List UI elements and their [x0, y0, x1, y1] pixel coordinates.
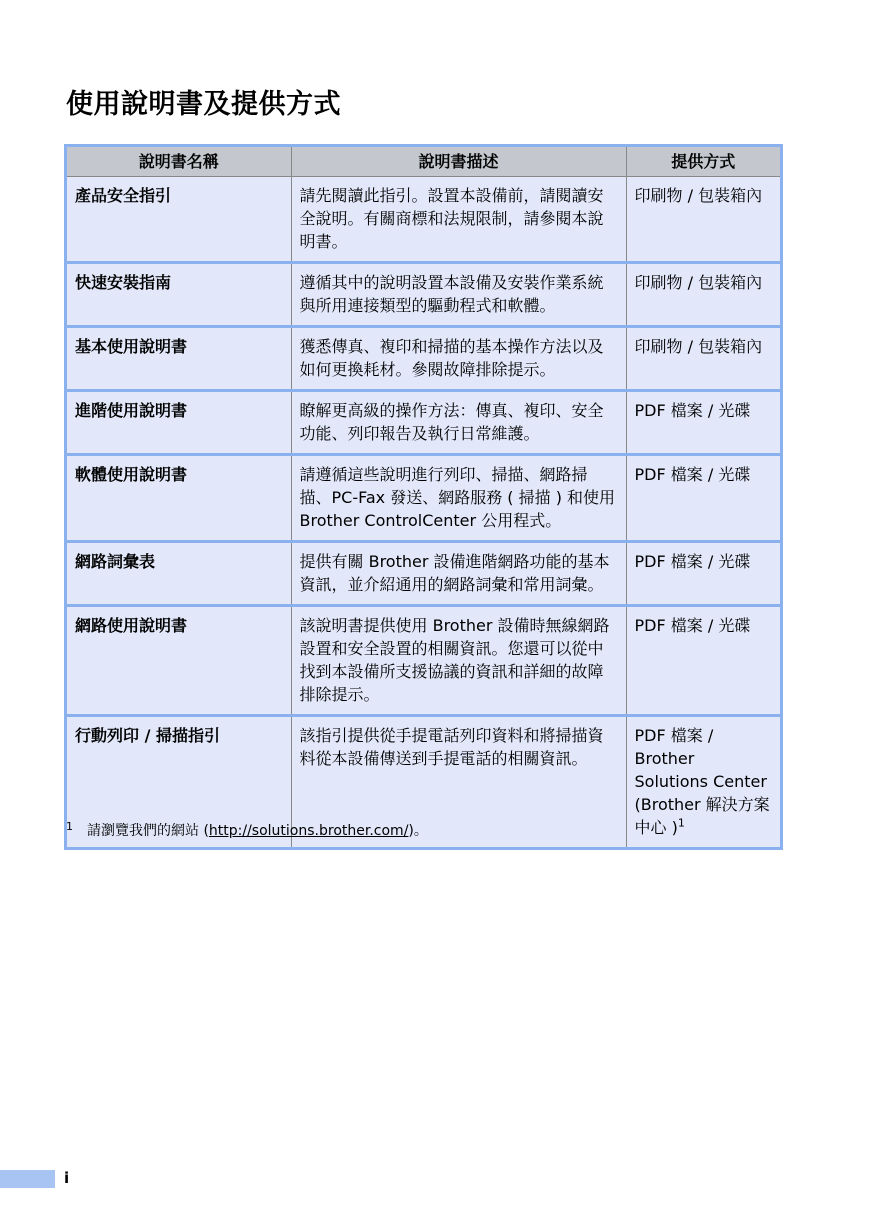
header-manual-name: 說明書名稱	[67, 147, 291, 177]
manual-desc: 瞭解更高級的操作方法：傳真、複印、安全功能、列印報告及執行日常維護。	[291, 391, 626, 455]
table-row	[67, 542, 780, 606]
manual-location: PDF 檔案 / 光碟	[626, 455, 780, 542]
manual-location: PDF 檔案 / 光碟	[626, 542, 780, 606]
location-text: PDF 檔案 / Brother Solutions Center (Brother 解決方案中心 )	[634, 726, 770, 837]
manual-name: 產品安全指引	[67, 177, 291, 263]
footnote-text-before: 請瀏覽我們的網站 (	[87, 823, 209, 839]
manual-location: 印刷物 / 包裝箱內	[626, 327, 780, 391]
table-row	[67, 327, 780, 391]
manual-name: 進階使用說明書	[67, 391, 291, 455]
manual-location: PDF 檔案 / 光碟	[626, 606, 780, 716]
footnote-text-after: )。	[408, 823, 428, 839]
manual-name: 行動列印 / 掃描指引	[67, 716, 291, 848]
header-manual-desc: 說明書描述	[291, 147, 626, 177]
table-row	[67, 606, 780, 716]
manual-desc: 提供有關 Brother 設備進階網路功能的基本資訊，並介紹通用的網路詞彙和常用詞彙。	[291, 542, 626, 606]
table-row	[67, 263, 780, 327]
manual-name: 軟體使用說明書	[67, 455, 291, 542]
manual-desc: 遵循其中的說明設置本設備及安裝作業系統與所用連接類型的驅動程式和軟體。	[291, 263, 626, 327]
manual-name: 網路使用說明書	[67, 606, 291, 716]
page-title: 使用說明書及提供方式	[66, 89, 341, 120]
manual-desc: 請遵循這些說明進行列印、掃描、網路掃描、PC-Fax 發送、網路服務 ( 掃描 ) 和使用 Brother ControlCenter 公用程式。	[291, 455, 626, 542]
page-number: i	[64, 1169, 70, 1187]
manual-name: 網路詞彙表	[67, 542, 291, 606]
manual-desc: 請先閱讀此指引。設置本設備前，請閱讀安全說明。有關商標和法規限制，請參閱本說明書。	[291, 177, 626, 263]
page-tab-marker	[0, 1170, 55, 1188]
manual-desc: 獲悉傳真、複印和掃描的基本操作方法以及如何更換耗材。參閱故障排除提示。	[291, 327, 626, 391]
table-header-row	[67, 147, 780, 177]
manual-name: 快速安裝指南	[67, 263, 291, 327]
solutions-link[interactable]: http://solutions.brother.com/	[208, 823, 409, 839]
manual-name: 基本使用說明書	[67, 327, 291, 391]
manual-desc: 該說明書提供使用 Brother 設備時無線網路設置和安全設置的相關資訊。您還可以從中找到本設備所支援協議的資訊和詳細的故障排除提示。	[291, 606, 626, 716]
manual-location: 印刷物 / 包裝箱內	[626, 177, 780, 263]
footnote-ref[interactable]: 1	[677, 816, 685, 830]
table-row	[67, 455, 780, 542]
table-row	[67, 177, 780, 263]
manual-location	[626, 716, 780, 848]
header-location: 提供方式	[626, 147, 780, 177]
manual-location: PDF 檔案 / 光碟	[626, 391, 780, 455]
footnote	[66, 820, 428, 840]
manuals-table	[64, 144, 783, 850]
table-row	[67, 391, 780, 455]
footnote-number: 1	[66, 820, 73, 833]
manual-location: 印刷物 / 包裝箱內	[626, 263, 780, 327]
manual-desc: 該指引提供從手提電話列印資料和將掃描資料從本設備傳送到手提電話的相關資訊。	[291, 716, 626, 848]
